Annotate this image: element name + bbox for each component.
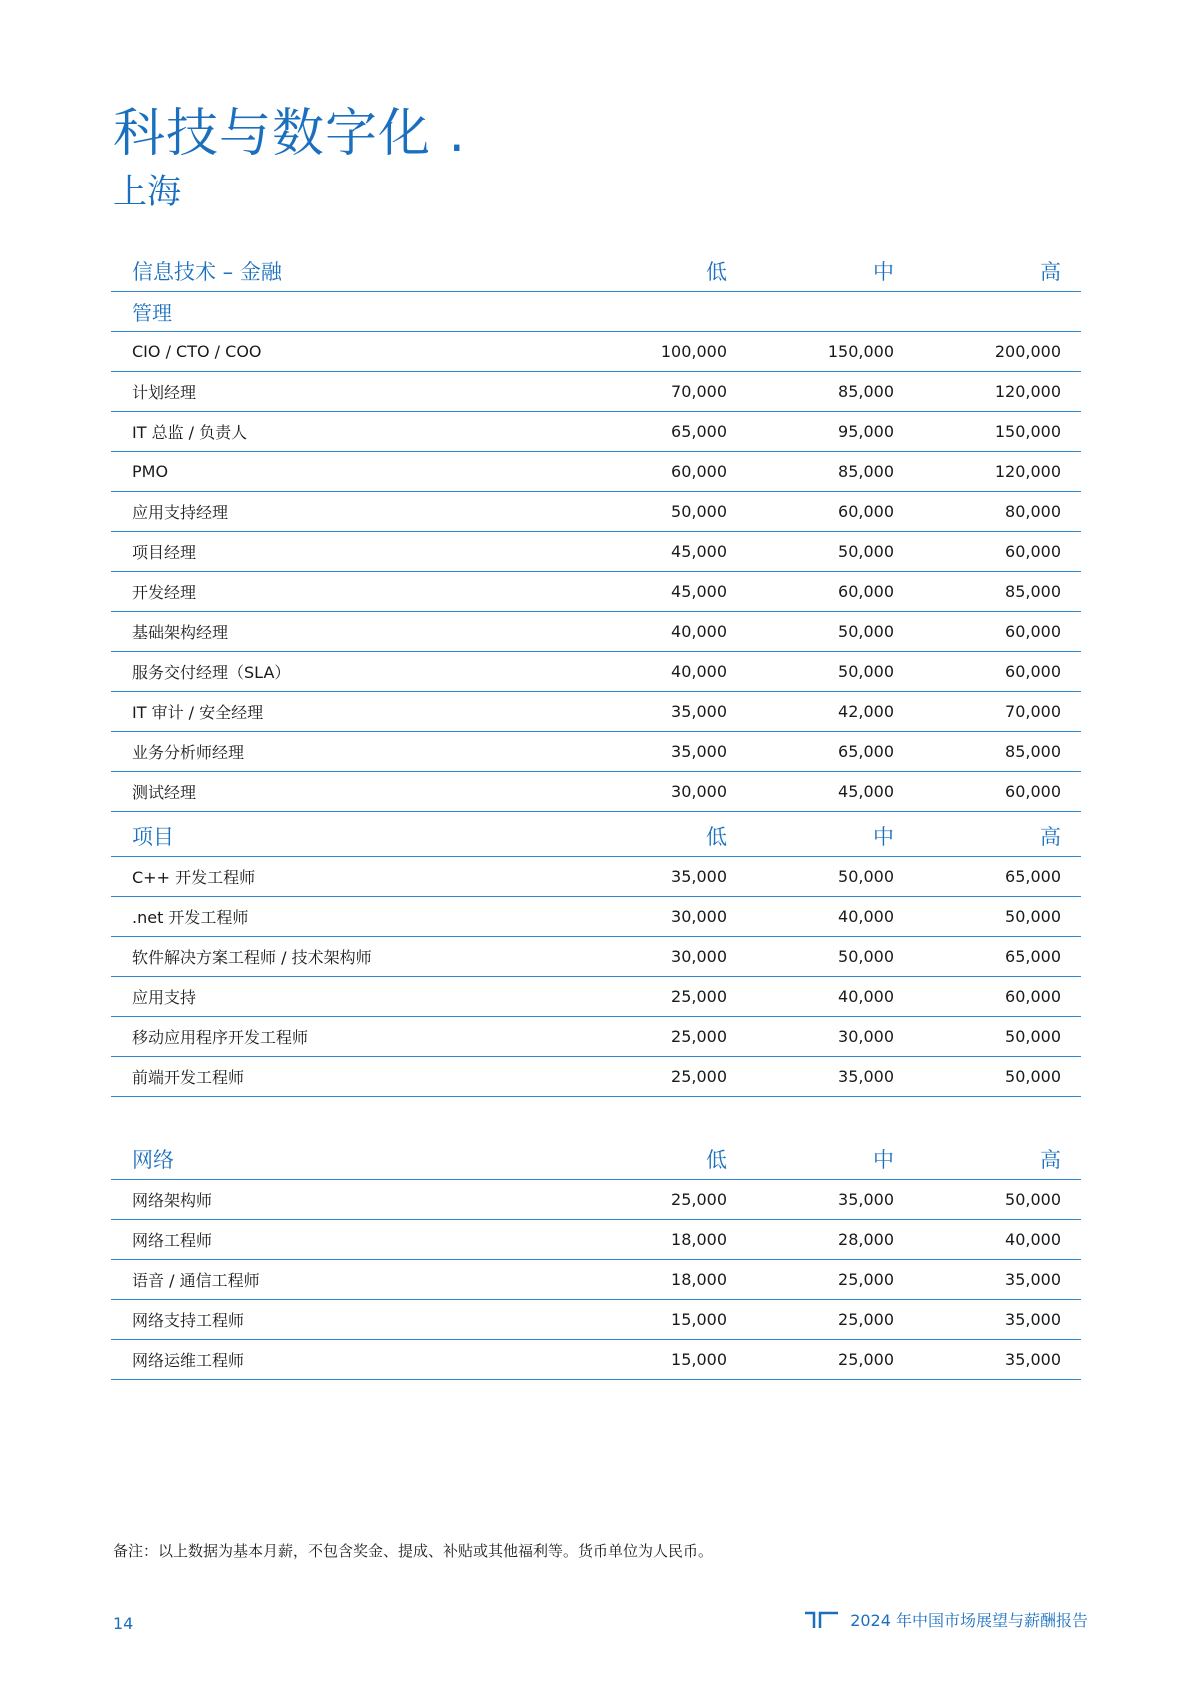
table-row (111, 332, 1081, 372)
job-title-cell: 开发经理 (132, 583, 197, 602)
job-title-cell: 服务交付经理（SLA） (132, 663, 291, 682)
table-row (111, 1180, 1081, 1220)
table-header (111, 1138, 1081, 1180)
salary-high-cell: 60,000 (1005, 662, 1061, 681)
salary-mid-cell: 25,000 (838, 1350, 894, 1369)
page-title: 科技与数字化 . (113, 104, 467, 164)
salary-low-cell: 50,000 (671, 502, 727, 521)
salary-mid-cell: 42,000 (838, 702, 894, 721)
table-row (111, 977, 1081, 1017)
salary-mid-cell: 65,000 (838, 742, 894, 761)
salary-high-cell: 60,000 (1005, 622, 1061, 641)
group-label: 管理 (132, 301, 172, 325)
salary-mid-cell: 50,000 (838, 947, 894, 966)
salary-high-cell: 65,000 (1005, 867, 1061, 886)
salary-table-network (111, 1138, 1081, 1380)
salary-low-cell: 30,000 (671, 907, 727, 926)
column-high-header: 高 (1040, 1147, 1061, 1172)
job-title-cell: 应用支持经理 (132, 503, 229, 522)
salary-high-cell: 70,000 (1005, 702, 1061, 721)
footer (804, 1608, 1088, 1631)
column-low-header: 低 (706, 259, 727, 284)
table-header (111, 815, 1081, 857)
salary-low-cell: 18,000 (671, 1230, 727, 1249)
job-title-cell: 前端开发工程师 (132, 1068, 245, 1087)
salary-low-cell: 15,000 (671, 1350, 727, 1369)
salary-low-cell: 60,000 (671, 462, 727, 481)
job-title-cell: 移动应用程序开发工程师 (132, 1028, 309, 1047)
table-row (111, 572, 1081, 612)
salary-low-cell: 15,000 (671, 1310, 727, 1329)
brand-logo-icon (804, 1610, 840, 1630)
salary-high-cell: 35,000 (1005, 1270, 1061, 1289)
table-row (111, 1017, 1081, 1057)
footnote: 备注：以上数据为基本月薪，不包含奖金、提成、补贴或其他福利等。货币单位为人民币。 (113, 1542, 714, 1560)
salary-low-cell: 35,000 (671, 867, 727, 886)
table-row (111, 532, 1081, 572)
page-number: 14 (113, 1614, 134, 1633)
salary-table-projects (111, 815, 1081, 1097)
salary-low-cell: 30,000 (671, 947, 727, 966)
column-mid-header: 中 (873, 259, 894, 284)
table-row (111, 732, 1081, 772)
table-row (111, 897, 1081, 937)
job-title-cell: IT 总监 / 负责人 (132, 423, 248, 442)
table-body (111, 332, 1081, 812)
salary-high-cell: 65,000 (1005, 947, 1061, 966)
salary-high-cell: 60,000 (1005, 782, 1061, 801)
table-row (111, 772, 1081, 812)
salary-high-cell: 35,000 (1005, 1350, 1061, 1369)
salary-high-cell: 60,000 (1005, 987, 1061, 1006)
salary-low-cell: 70,000 (671, 382, 727, 401)
salary-mid-cell: 45,000 (838, 782, 894, 801)
column-high-header: 高 (1040, 259, 1061, 284)
job-title-cell: 项目经理 (132, 543, 197, 562)
section-header-label: 信息技术 – 金融 (132, 259, 282, 284)
job-title-cell: 网络架构师 (132, 1191, 213, 1210)
job-title-cell: C++ 开发工程师 (132, 868, 256, 887)
job-title-cell: 基础架构经理 (132, 623, 229, 642)
salary-high-cell: 80,000 (1005, 502, 1061, 521)
report-title: 2024 年中国市场展望与薪酬报告 (850, 1611, 1088, 1630)
salary-high-cell: 200,000 (994, 342, 1061, 361)
salary-high-cell: 35,000 (1005, 1310, 1061, 1329)
table-row (111, 692, 1081, 732)
salary-mid-cell: 60,000 (838, 582, 894, 601)
table-row (111, 937, 1081, 977)
salary-mid-cell: 35,000 (838, 1067, 894, 1086)
salary-mid-cell: 85,000 (838, 382, 894, 401)
table-row (111, 412, 1081, 452)
column-low-header: 低 (706, 824, 727, 849)
table-row (111, 1057, 1081, 1097)
table-row (111, 1260, 1081, 1300)
job-title-cell: IT 审计 / 安全经理 (132, 703, 264, 722)
salary-mid-cell: 50,000 (838, 662, 894, 681)
table-body (111, 857, 1081, 1097)
salary-low-cell: 100,000 (660, 342, 727, 361)
salary-high-cell: 120,000 (994, 462, 1061, 481)
salary-mid-cell: 95,000 (838, 422, 894, 441)
salary-mid-cell: 50,000 (838, 542, 894, 561)
table-row (111, 492, 1081, 532)
job-title-cell: 网络工程师 (132, 1231, 213, 1250)
job-title-cell: 软件解决方案工程师 / 技术架构师 (132, 948, 372, 967)
table-body (111, 1180, 1081, 1380)
job-title-cell: 语音 / 通信工程师 (132, 1271, 260, 1290)
job-title-cell: CIO / CTO / COO (132, 342, 262, 361)
table-row (111, 452, 1081, 492)
column-mid-header: 中 (873, 824, 894, 849)
salary-mid-cell: 35,000 (838, 1190, 894, 1209)
salary-mid-cell: 25,000 (838, 1270, 894, 1289)
table-row (111, 1340, 1081, 1380)
salary-high-cell: 50,000 (1005, 1067, 1061, 1086)
column-high-header: 高 (1040, 824, 1061, 849)
salary-low-cell: 45,000 (671, 542, 727, 561)
salary-mid-cell: 30,000 (838, 1027, 894, 1046)
salary-low-cell: 25,000 (671, 987, 727, 1006)
job-title-cell: 网络支持工程师 (132, 1311, 245, 1330)
salary-high-cell: 85,000 (1005, 582, 1061, 601)
group-row (111, 292, 1081, 332)
page-subtitle: 上海 (113, 172, 181, 212)
salary-low-cell: 40,000 (671, 662, 727, 681)
salary-mid-cell: 28,000 (838, 1230, 894, 1249)
salary-low-cell: 40,000 (671, 622, 727, 641)
salary-mid-cell: 150,000 (827, 342, 894, 361)
salary-mid-cell: 50,000 (838, 867, 894, 886)
column-mid-header: 中 (873, 1147, 894, 1172)
job-title-cell: 计划经理 (132, 383, 197, 402)
salary-high-cell: 50,000 (1005, 907, 1061, 926)
salary-high-cell: 60,000 (1005, 542, 1061, 561)
job-title-cell: 应用支持 (132, 988, 197, 1007)
salary-mid-cell: 40,000 (838, 907, 894, 926)
salary-mid-cell: 25,000 (838, 1310, 894, 1329)
job-title-cell: PMO (132, 462, 169, 481)
table-row (111, 612, 1081, 652)
table-row (111, 1300, 1081, 1340)
salary-high-cell: 50,000 (1005, 1190, 1061, 1209)
salary-low-cell: 25,000 (671, 1027, 727, 1046)
salary-mid-cell: 40,000 (838, 987, 894, 1006)
salary-mid-cell: 50,000 (838, 622, 894, 641)
salary-low-cell: 25,000 (671, 1190, 727, 1209)
job-title-cell: 业务分析师经理 (132, 743, 245, 762)
salary-low-cell: 65,000 (671, 422, 727, 441)
salary-high-cell: 120,000 (994, 382, 1061, 401)
table-row (111, 372, 1081, 412)
salary-high-cell: 85,000 (1005, 742, 1061, 761)
salary-high-cell: 150,000 (994, 422, 1061, 441)
salary-mid-cell: 60,000 (838, 502, 894, 521)
table-row (111, 857, 1081, 897)
salary-low-cell: 35,000 (671, 742, 727, 761)
salary-table-it-finance (111, 250, 1081, 812)
table-row (111, 1220, 1081, 1260)
salary-low-cell: 45,000 (671, 582, 727, 601)
salary-low-cell: 25,000 (671, 1067, 727, 1086)
job-title-cell: 测试经理 (132, 783, 197, 802)
job-title-cell: 网络运维工程师 (132, 1351, 245, 1370)
job-title-cell: .net 开发工程师 (132, 908, 249, 927)
salary-high-cell: 50,000 (1005, 1027, 1061, 1046)
section-header-label: 网络 (132, 1147, 174, 1172)
salary-low-cell: 35,000 (671, 702, 727, 721)
salary-mid-cell: 85,000 (838, 462, 894, 481)
table-header (111, 250, 1081, 292)
salary-low-cell: 30,000 (671, 782, 727, 801)
table-row (111, 652, 1081, 692)
salary-low-cell: 18,000 (671, 1270, 727, 1289)
salary-high-cell: 40,000 (1005, 1230, 1061, 1249)
section-header-label: 项目 (132, 824, 174, 849)
column-low-header: 低 (706, 1147, 727, 1172)
